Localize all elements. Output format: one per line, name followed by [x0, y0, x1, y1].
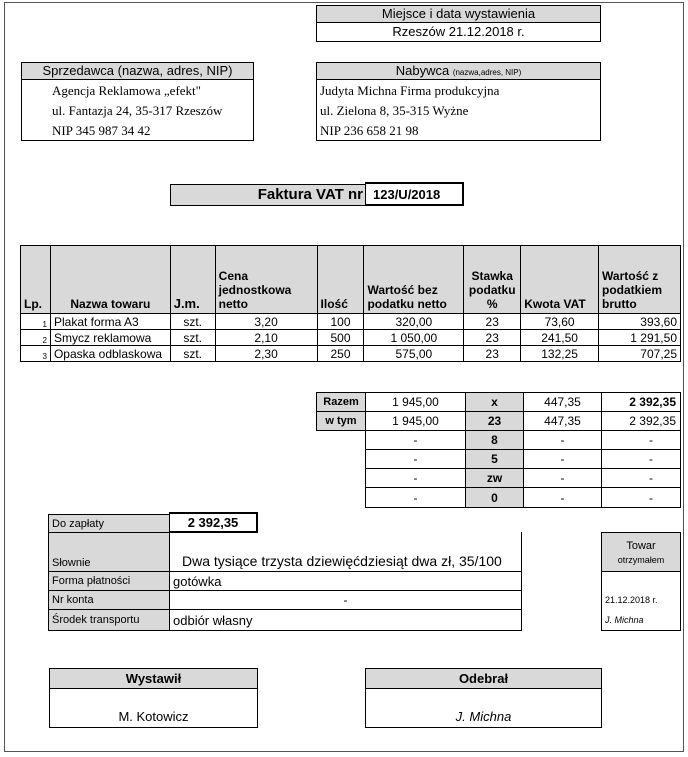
- row-price: 2,10: [215, 330, 317, 346]
- seller-box: [21, 79, 254, 141]
- row-name: Opaska odblaskowa: [50, 346, 170, 362]
- row-price: 3,20: [215, 314, 317, 330]
- buyer-label: [316, 62, 601, 80]
- summary-vat: -: [523, 430, 602, 450]
- konto-value: -: [169, 590, 522, 610]
- seller-nip: NIP 345 987 34 42: [52, 123, 151, 138]
- received-label-line1: Towar: [626, 540, 656, 552]
- place-date-value: Rzeszów 21.12.2018 r.: [316, 22, 601, 42]
- summary-net: -: [365, 468, 466, 488]
- col-lp: Lp.: [21, 246, 51, 314]
- row-net: 320,00: [364, 314, 464, 330]
- buyer-name: Judyta Michna Firma produkcyjna: [320, 83, 500, 98]
- received-by-label: Odebrał: [365, 668, 602, 689]
- received-label: [601, 532, 681, 572]
- summary-net: 1 945,00: [365, 392, 466, 412]
- transport-value: odbiór własny: [169, 609, 522, 631]
- summary-vat: -: [523, 468, 602, 488]
- razem-label: Razem: [316, 392, 366, 412]
- received-box: [601, 571, 681, 631]
- do-zaplaty-value: 2 392,35: [169, 512, 258, 533]
- wtym-label: w tym: [316, 411, 366, 431]
- row-lp: 3: [21, 346, 51, 362]
- row-vat: 132,25: [521, 346, 599, 362]
- summary-rate: 23: [465, 411, 524, 431]
- summary-vat: 447,35: [523, 411, 602, 431]
- row-gross: 707,25: [599, 346, 681, 362]
- col-brutto: Wartość z podatkiem brutto: [599, 246, 681, 314]
- table-row: [21, 346, 681, 362]
- received-by-box: [365, 688, 602, 728]
- slownie-label: Słownie: [48, 532, 170, 572]
- received-date: 21.12.2018 r.: [605, 595, 658, 605]
- row-net: 1 050,00: [364, 330, 464, 346]
- buyer-nip: NIP 236 658 21 98: [320, 123, 419, 138]
- issued-by-box: [49, 688, 258, 728]
- place-date-label: Miejsce i data wystawienia: [316, 5, 601, 23]
- summary-net: -: [365, 449, 466, 469]
- row-name: Plakat forma A3: [50, 314, 170, 330]
- table-row: [21, 314, 681, 330]
- row-rate: 23: [464, 346, 521, 362]
- col-stawka: Stawka podatku %: [464, 246, 521, 314]
- slownie-value: Dwa tysiące trzysta dziewięćdziesiąt dwa zł, 35/100: [169, 532, 522, 572]
- row-vat: 241,50: [521, 330, 599, 346]
- summary-rate: zw: [465, 468, 524, 488]
- col-vat: Kwota VAT: [521, 246, 599, 314]
- summary-vat: 447,35: [523, 392, 602, 412]
- received-by-name: J. Michna: [455, 709, 512, 724]
- buyer-label-small: (nazwa,adres, NIP): [452, 68, 522, 77]
- do-zaplaty-label: Do zapłaty: [48, 514, 170, 533]
- summary-vat: -: [523, 487, 602, 508]
- col-nazwa: Nazwa towaru: [50, 246, 170, 314]
- row-rate: 23: [464, 314, 521, 330]
- seller-name: Agencja Reklamowa „efekt": [52, 83, 201, 98]
- row-vat: 73,60: [521, 314, 599, 330]
- issued-by-name: M. Kotowicz: [118, 709, 189, 724]
- summary-rate: 0: [465, 487, 524, 508]
- invoice-title: Faktura VAT nr: [170, 184, 366, 206]
- summary-net: -: [365, 487, 466, 508]
- received-label-line2: otrzymałem: [617, 555, 665, 565]
- summary-net: 1 945,00: [365, 411, 466, 431]
- summary-net: -: [365, 430, 466, 450]
- seller-address: ul. Fantazja 24, 35-317 Rzeszów: [52, 103, 223, 118]
- table-row: [21, 330, 681, 346]
- summary-gross: 2 392,35: [601, 411, 681, 431]
- summary-rate: 8: [465, 430, 524, 450]
- row-net: 575,00: [364, 346, 464, 362]
- row-gross: 393,60: [599, 314, 681, 330]
- buyer-box: [316, 79, 601, 141]
- row-lp: 1: [21, 314, 51, 330]
- items-header-row: [21, 246, 681, 314]
- row-lp: 2: [21, 330, 51, 346]
- summary-gross: -: [601, 487, 681, 508]
- summary-gross: -: [601, 449, 681, 469]
- summary-rate: x: [465, 392, 524, 412]
- row-qty: 250: [317, 346, 364, 362]
- row-name: Smycz reklamowa: [50, 330, 170, 346]
- summary-vat: -: [523, 449, 602, 469]
- invoice-number: 123/U/2018: [365, 182, 464, 206]
- items-table: [20, 245, 681, 362]
- summary-gross: -: [601, 430, 681, 450]
- row-unit: szt.: [170, 346, 215, 362]
- transport-label: Środek transportu: [48, 609, 170, 631]
- issued-by-label: Wystawił: [49, 668, 258, 689]
- summary-gross: -: [601, 468, 681, 488]
- konto-label: Nr konta: [48, 590, 170, 610]
- buyer-label-main: Nabywca: [395, 63, 450, 78]
- row-unit: szt.: [170, 330, 215, 346]
- row-qty: 100: [317, 314, 364, 330]
- col-cena: Cena jednostkowa netto: [215, 246, 317, 314]
- received-signature: J. Michna: [605, 615, 644, 625]
- row-price: 2,30: [215, 346, 317, 362]
- summary-rate: 5: [465, 449, 524, 469]
- row-rate: 23: [464, 330, 521, 346]
- forma-value: gotówka: [169, 571, 522, 591]
- row-unit: szt.: [170, 314, 215, 330]
- summary-gross: 2 392,35: [601, 392, 681, 412]
- row-qty: 500: [317, 330, 364, 346]
- row-gross: 1 291,50: [599, 330, 681, 346]
- seller-label: Sprzedawca (nazwa, adres, NIP): [21, 62, 254, 80]
- col-netto: Wartość bez podatku netto: [364, 246, 464, 314]
- buyer-address: ul. Zielona 8, 35-315 Wyżne: [320, 103, 469, 118]
- col-jm: J.m.: [170, 246, 215, 314]
- col-ilosc: Ilość: [317, 246, 364, 314]
- forma-label: Forma płatności: [48, 571, 170, 591]
